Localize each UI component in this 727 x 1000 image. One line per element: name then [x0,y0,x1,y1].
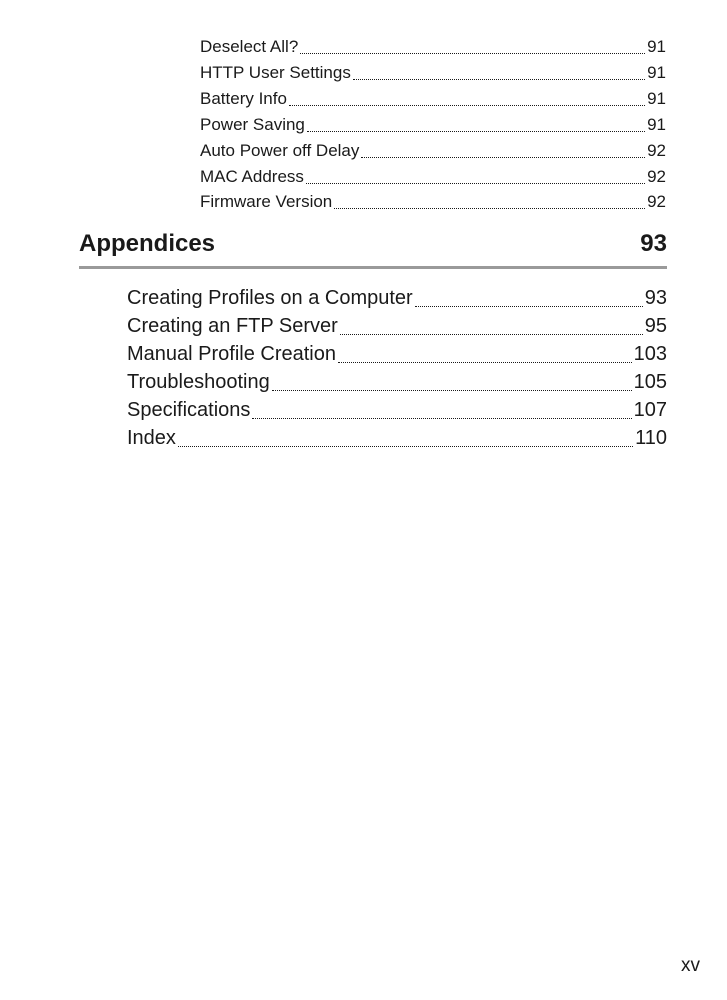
toc-entry-page: 103 [633,343,667,365]
dot-leader [338,362,632,363]
dot-leader [289,105,645,106]
toc-entry-manual-profile-creation[interactable] [127,343,667,369]
toc-entry-mac-address[interactable] [200,167,666,189]
toc-entry-page: 91 [647,115,666,134]
toc-entry-label: Specifications [127,399,251,421]
toc-entry-auto-power-off-delay[interactable] [200,141,666,163]
dot-leader [306,183,645,184]
section-heading-appendices[interactable] [79,230,667,269]
toc-entry-label: Battery Info [200,89,287,108]
toc-entry-creating-ftp-server[interactable] [127,315,667,341]
toc-entry-label: Deselect All? [200,37,299,56]
toc-entry-battery-info[interactable] [200,89,666,111]
toc-entry-page: 95 [644,315,667,337]
toc-entry-deselect-all[interactable] [200,37,666,59]
dot-leader [307,131,645,132]
toc-entry-page: 92 [647,167,666,186]
toc-entry-page: 91 [647,63,666,82]
dot-leader [334,208,645,209]
toc-entry-power-saving[interactable] [200,115,666,137]
dot-leader [415,306,643,307]
toc-entry-page: 91 [647,37,666,56]
dot-leader [272,390,632,391]
toc-entry-page: 110 [635,427,667,449]
toc-entry-firmware-version[interactable] [200,192,666,214]
toc-entry-page: 91 [647,89,666,108]
dot-leader [300,53,645,54]
toc-entry-label: Creating an FTP Server [127,315,338,337]
section-title: Appendices [79,230,216,257]
toc-entry-troubleshooting[interactable] [127,371,667,397]
toc-entry-label: MAC Address [200,167,304,186]
toc-entry-page: 107 [633,399,667,421]
toc-entry-page: 92 [647,192,666,211]
section-page: 93 [640,230,667,257]
toc-entry-http-user-settings[interactable] [200,63,666,85]
toc-entry-index[interactable] [127,427,667,453]
dot-leader [252,418,631,419]
toc-entry-label: Firmware Version [200,192,333,211]
dot-leader [340,334,643,335]
toc-entry-page: 93 [644,287,667,309]
toc-entry-label: Manual Profile Creation [127,343,336,365]
toc-entry-label: Creating Profiles on a Computer [127,287,413,309]
toc-entry-creating-profiles[interactable] [127,287,667,313]
toc-entry-label: HTTP User Settings [200,63,351,82]
page-number: xv [681,955,700,976]
dot-leader [361,157,645,158]
toc-entry-page: 105 [633,371,667,393]
toc-entry-label: Power Saving [200,115,305,134]
dot-leader [178,446,633,447]
toc-entry-specifications[interactable] [127,399,667,425]
toc-entry-label: Auto Power off Delay [200,141,360,160]
toc-entry-label: Index [127,427,176,449]
dot-leader [353,79,645,80]
toc-entry-label: Troubleshooting [127,371,270,393]
toc-entry-page: 92 [647,141,666,160]
